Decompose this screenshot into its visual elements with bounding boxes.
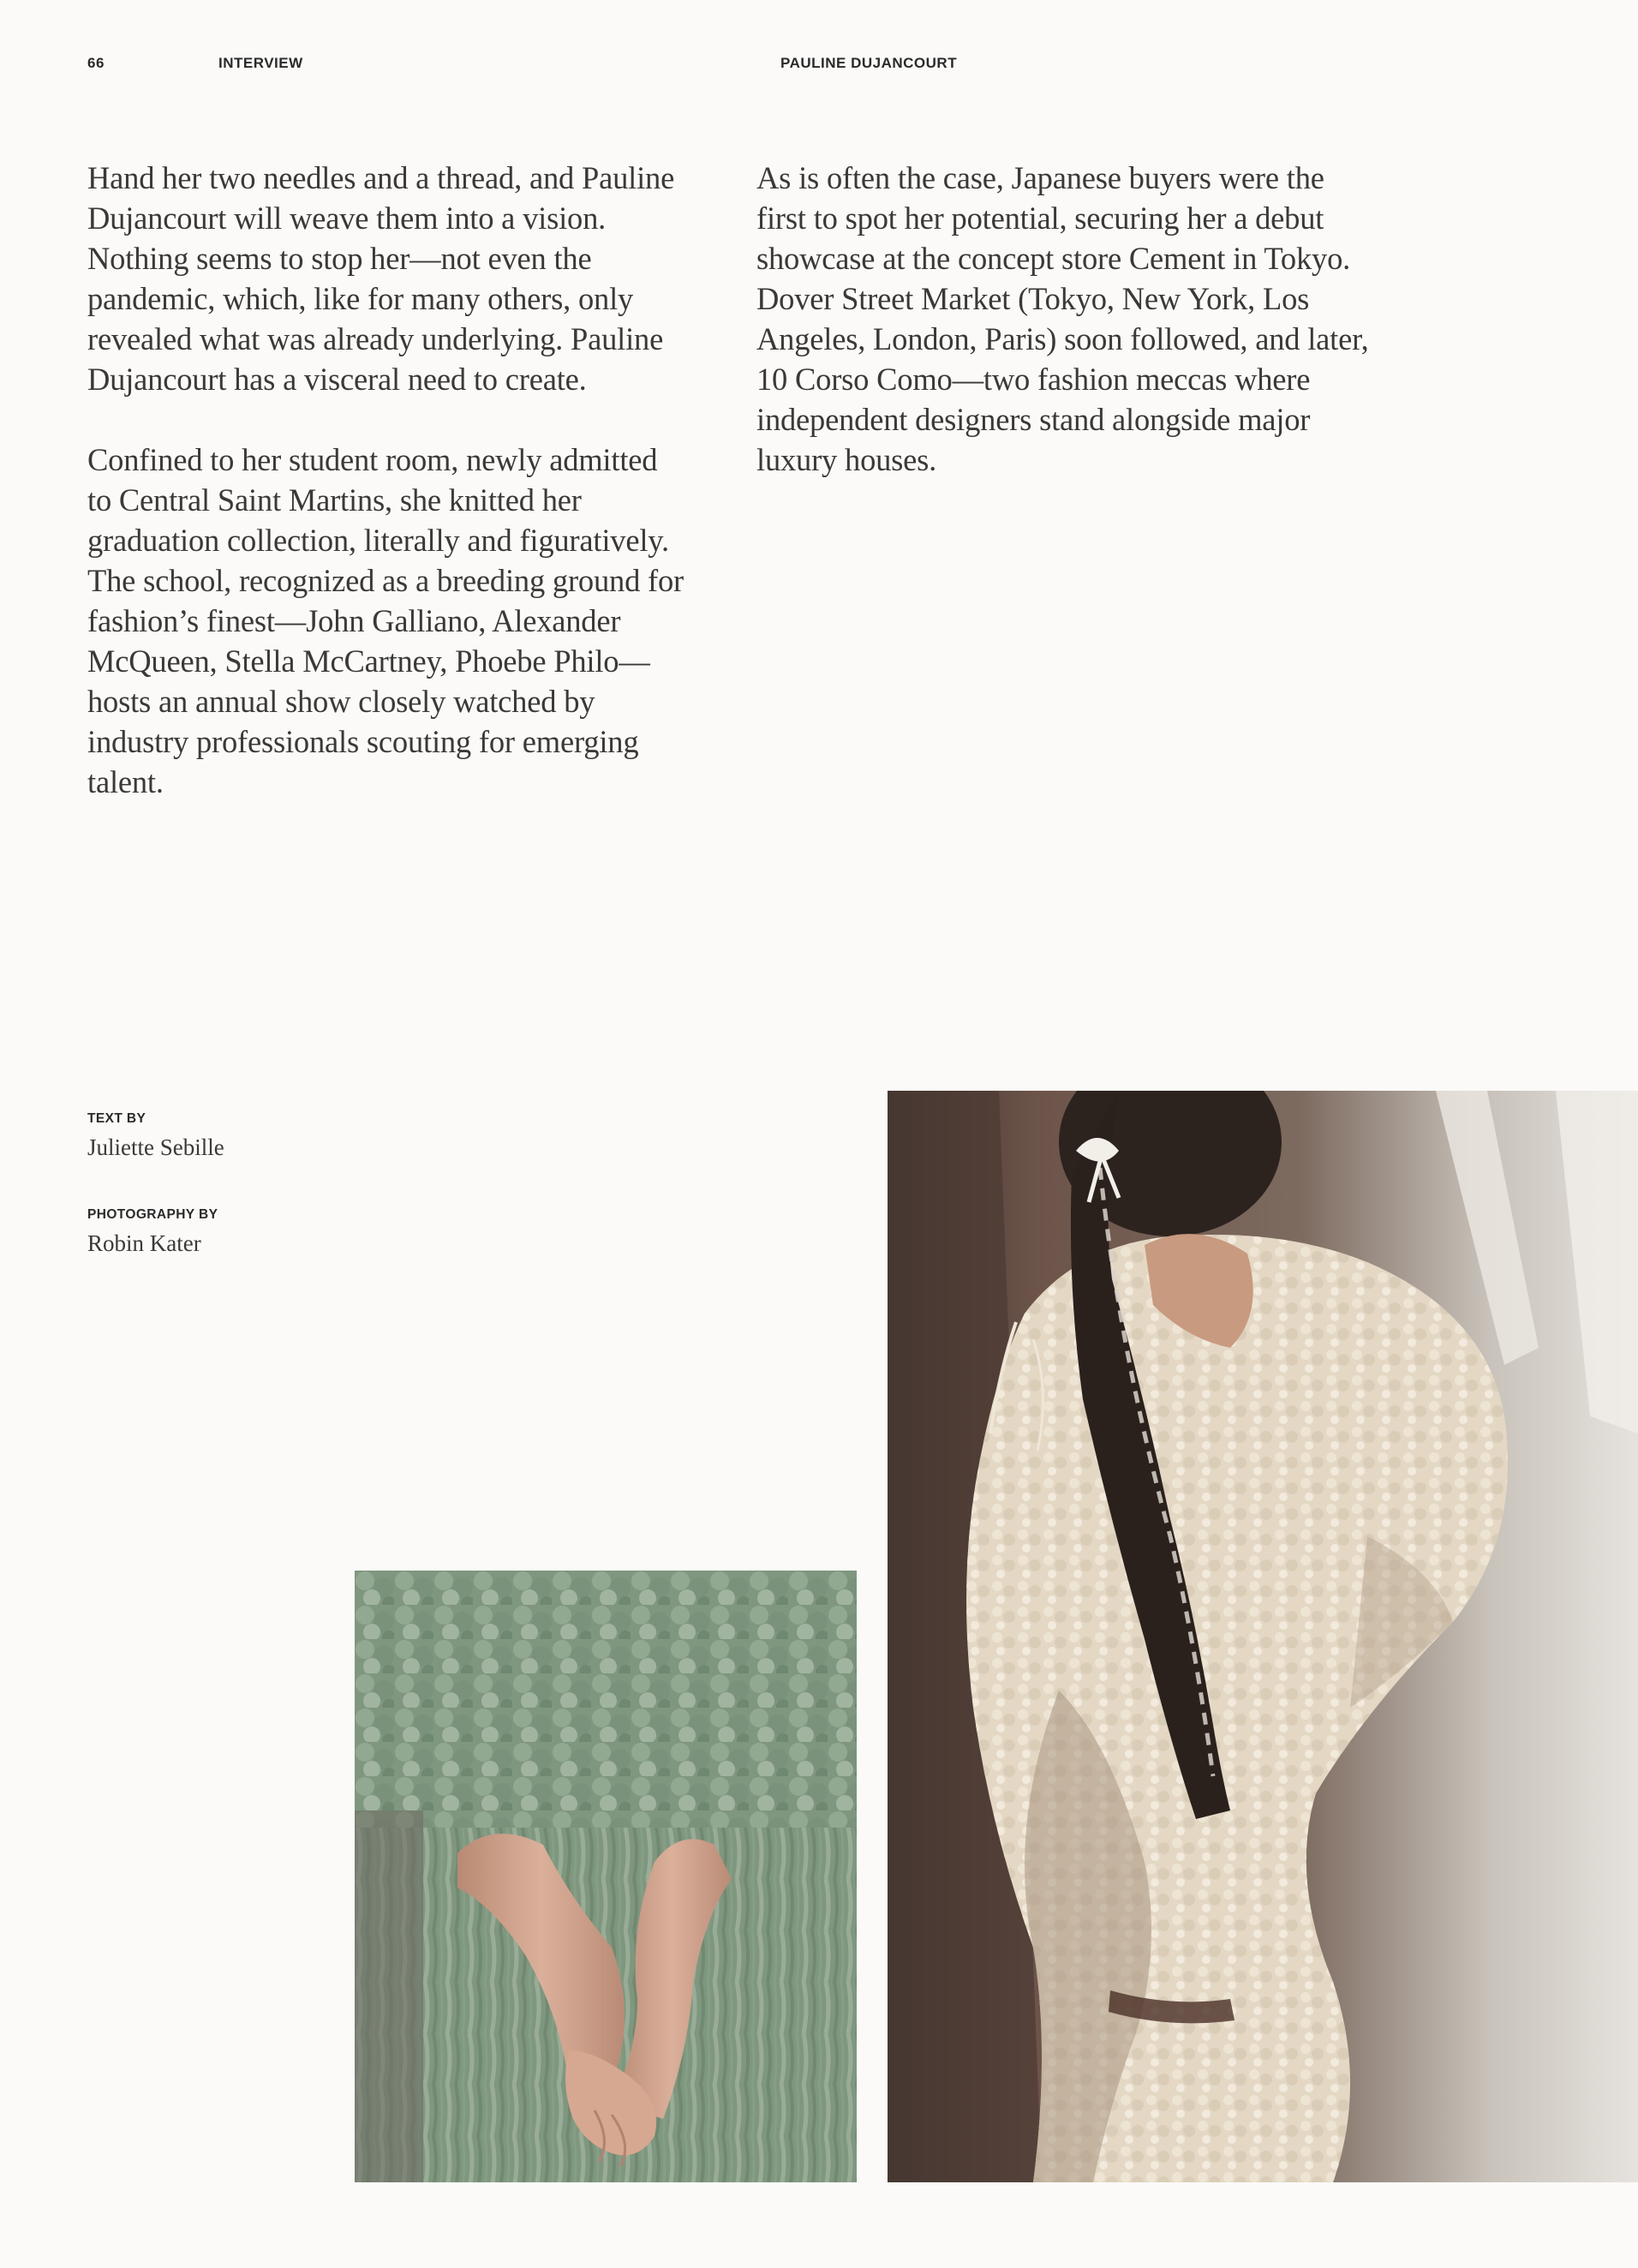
photography-by-label: PHOTOGRAPHY BY	[87, 1207, 218, 1222]
article-paragraph: As is often the case, Japanese buyers were the first to spot her potential, securing her a debut showcase at the concept store Cement in Tokyo. Dover Street Market (Tokyo, New York, Los Angeles, London, Paris) soon followed, and later, 10 Corso Como—two fashion meccas where independent designers stand alongside major luxury houses.	[756, 160, 1369, 477]
section-label: INTERVIEW	[218, 55, 303, 71]
article-left-column	[87, 158, 687, 842]
photo-knitwear-back	[888, 1091, 1638, 2182]
article-right-column	[756, 158, 1373, 520]
text-by-label: TEXT BY	[87, 1111, 146, 1126]
article-paragraph: Hand her two needles and a thread, and Pauline Dujancourt will weave them into a vision. Nothing seems to stop her—not even the pandemic, which, like for many others, only revealed what was already underlying. Pauline Dujancourt has a visceral need to create.	[87, 160, 675, 397]
article-paragraph: Confined to her student room, newly admitted to Central Saint Martins, she knitted her graduation collection, literally and figuratively. The school, recognized as a breeding ground for fashion’s finest—John Galliano, Alexander McQueen, Stella McCartney, Phoebe Philo—hosts an annual show closely watched by industry professionals scouting for emerging talent.	[87, 442, 684, 799]
photography-by-name: Robin Kater	[87, 1230, 201, 1256]
text-by-name: Juliette Sebille	[87, 1134, 224, 1160]
article-subject: PAULINE DUJANCOURT	[780, 55, 958, 71]
photo-hands-illustration	[355, 1571, 857, 2182]
page-number: 66	[87, 55, 105, 71]
photo-knitwear-hands	[355, 1571, 857, 2182]
photo-back-illustration	[888, 1091, 1638, 2182]
